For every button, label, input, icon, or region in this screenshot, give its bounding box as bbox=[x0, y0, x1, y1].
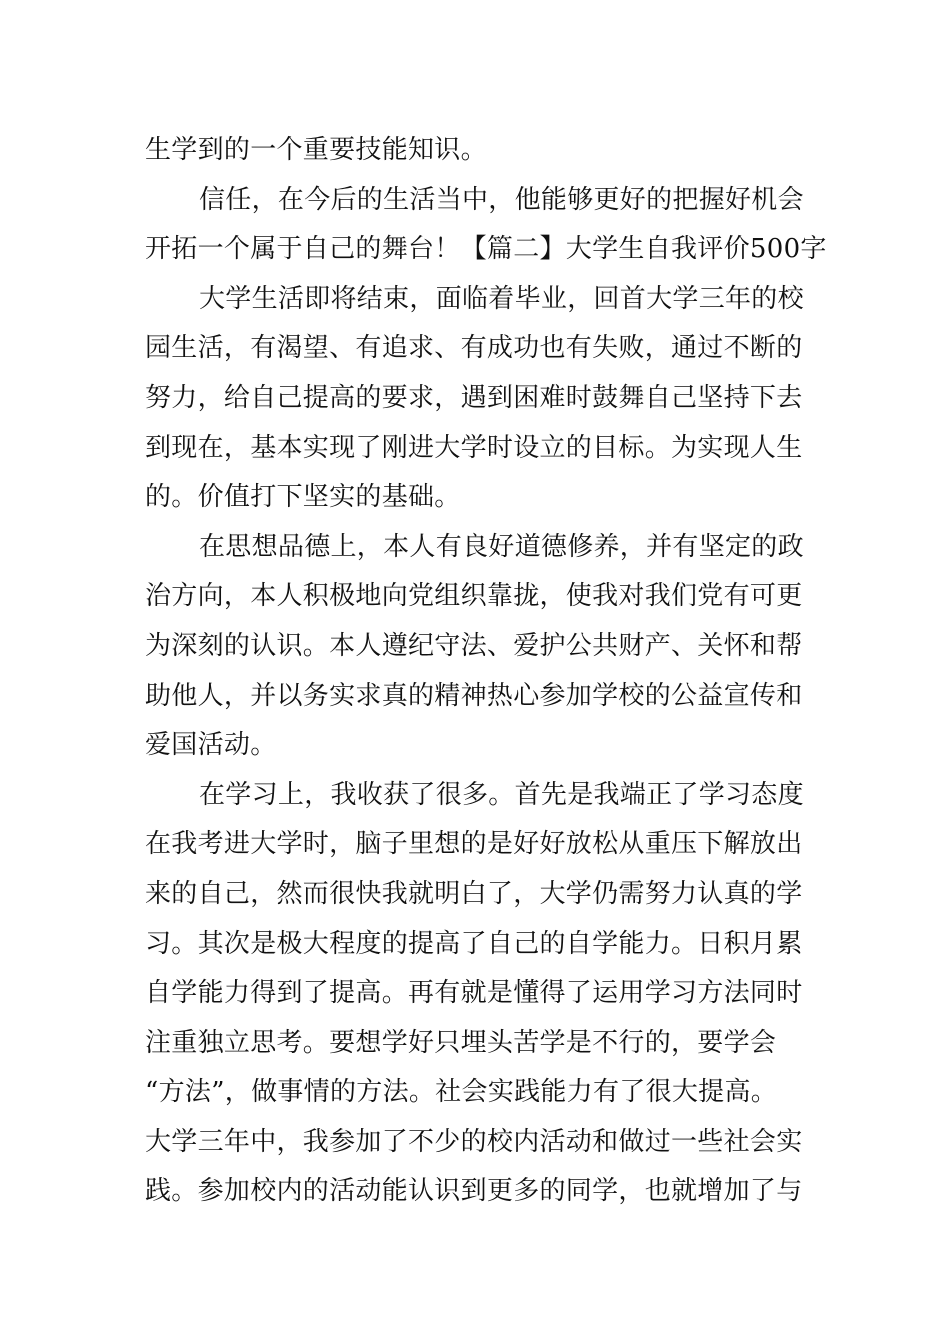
text-line: 在我考进大学时，脑子里想的是好好放松从重压下解放出 bbox=[145, 829, 803, 860]
text-line: 在学习上，我收获了很多。首先是我端正了学习态度 bbox=[199, 779, 804, 810]
text-line: 治方向，本人积极地向党组织靠拢，使我对我们党有可更 bbox=[145, 581, 803, 612]
text-line: 自学能力得到了提高。再有就是懂得了运用学习方法同时 bbox=[145, 978, 803, 1009]
text-line: 努力，给自己提高的要求，遇到困难时鼓舞自己坚持下去 bbox=[145, 382, 803, 413]
text-line: 的。价值打下坚实的基础。 bbox=[145, 482, 461, 513]
text-line: 开拓一个属于自己的舞台！【篇二】大学生自我评价500字 bbox=[145, 234, 827, 265]
text-line: 大学生活即将结束，面临着毕业，回首大学三年的校 bbox=[199, 283, 804, 314]
text-line: “方法”，做事情的方法。社会实践能力有了很大提高。 bbox=[145, 1077, 778, 1108]
text-line: 在思想品德上，本人有良好道德修养，并有坚定的政 bbox=[199, 531, 804, 562]
text-line: 来的自己，然而很快我就明白了，大学仍需努力认真的学 bbox=[145, 878, 803, 909]
text-line: 信任，在今后的生活当中，他能够更好的把握好机会 bbox=[199, 184, 804, 215]
text-line: 为深刻的认识。本人遵纪守法、爱护公共财产、关怀和帮 bbox=[145, 630, 803, 661]
text-line: 注重独立思考。要想学好只埋头苦学是不行的，要学会 bbox=[145, 1027, 777, 1058]
text-line: 大学三年中，我参加了不少的校内活动和做过一些社会实 bbox=[145, 1126, 803, 1157]
text-line: 到现在，基本实现了刚进大学时设立的目标。为实现人生 bbox=[145, 432, 803, 463]
text-line: 践。参加校内的活动能认识到更多的同学，也就增加了与 bbox=[145, 1176, 803, 1207]
text-line: 生学到的一个重要技能知识。 bbox=[145, 135, 487, 165]
text-line: 园生活，有渴望、有追求、有成功也有失败，通过不断的 bbox=[145, 333, 803, 364]
document-body bbox=[145, 126, 827, 1217]
text-line: 习。其次是极大程度的提高了自己的自学能力。日积月累 bbox=[145, 928, 803, 959]
text-line: 爱国活动。 bbox=[145, 730, 277, 761]
text-line: 助他人，并以务实求真的精神热心参加学校的公益宣传和 bbox=[145, 680, 803, 711]
